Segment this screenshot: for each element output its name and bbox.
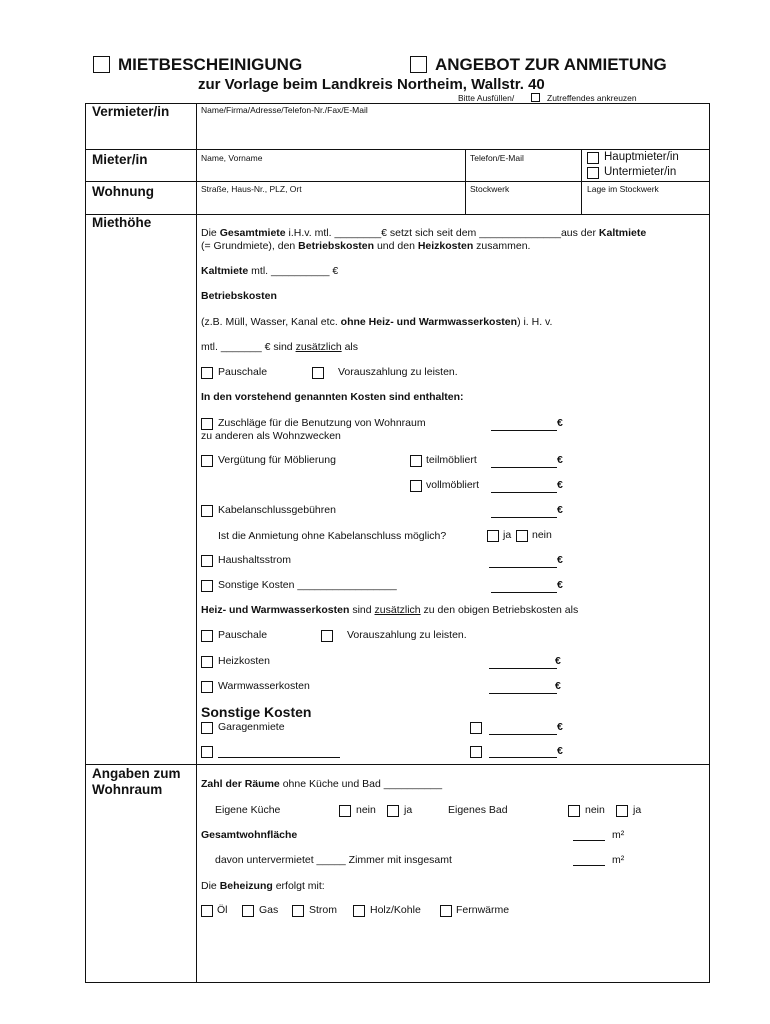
text-bold: Betriebskosten xyxy=(298,240,375,252)
field-mieter-name[interactable]: Name, Vorname xyxy=(201,153,263,163)
checkbox-strom[interactable] xyxy=(292,905,304,917)
checkbox-other-cost[interactable] xyxy=(201,746,213,758)
field-wohnung-position[interactable]: Lage im Stockwerk xyxy=(587,184,659,194)
checkbox-bad-ja[interactable] xyxy=(616,805,628,817)
checkbox-kueche-ja[interactable] xyxy=(387,805,399,817)
checkbox-pauschale-betrieb[interactable] xyxy=(201,367,213,379)
input-other-cost-label[interactable] xyxy=(218,757,340,758)
euro-zuschlaege: € xyxy=(557,417,563,429)
label-wohnraum-1: Angaben zum xyxy=(92,766,181,781)
text[interactable]: i.H.v. mtl. ________€ setzt sich seit dem ______________aus der xyxy=(285,227,599,239)
checkbox-pauschale-heiz[interactable] xyxy=(201,630,213,642)
field-wohnung-street[interactable]: Straße, Haus-Nr., PLZ, Ort xyxy=(201,184,302,194)
checkbox-voraus-heiz[interactable] xyxy=(321,630,333,642)
checkbox-mietbescheinigung[interactable] xyxy=(93,56,110,73)
label-untermieter: Untermieter/in xyxy=(604,166,677,178)
label-wohnraum-2: Wohnraum xyxy=(92,782,163,797)
checkbox-angebot[interactable] xyxy=(410,56,427,73)
text-underline: zusätzlich xyxy=(374,604,421,616)
checkbox-warmwasser[interactable] xyxy=(201,681,213,693)
checkbox-kueche-nein[interactable] xyxy=(339,805,351,817)
input-heizkosten[interactable] xyxy=(489,668,557,669)
sonstige-kosten-title: Sonstige Kosten xyxy=(201,704,312,720)
euro-warmwasser: € xyxy=(555,680,561,692)
field-wohnung-floor[interactable]: Stockwerk xyxy=(470,184,510,194)
label-kabel: Kabelanschlussgebühren xyxy=(218,504,336,516)
label-bad-nein: nein xyxy=(585,804,605,816)
label-pauschale-betrieb: Pauschale xyxy=(218,366,268,378)
label-wohnung: Wohnung xyxy=(92,184,154,199)
checkbox-teilmoebliert[interactable] xyxy=(410,455,422,467)
header xyxy=(0,0,770,105)
euro-kabel: € xyxy=(557,504,563,516)
text: ) i. H. v. xyxy=(517,316,553,328)
checkbox-kabel-nein[interactable] xyxy=(516,530,528,542)
checkbox-untermieter[interactable] xyxy=(587,167,599,179)
label-hauptmieter: Hauptmieter/in xyxy=(604,151,679,163)
label-strom: Strom xyxy=(309,904,338,916)
checkbox-heizkosten[interactable] xyxy=(201,656,213,668)
text: (= Grundmiete), den xyxy=(201,240,299,252)
text-bold: Heizkosten xyxy=(417,240,474,252)
label-moeblierung: Vergütung für Möblierung xyxy=(218,454,336,466)
input-teilmoebliert[interactable] xyxy=(491,467,557,468)
flaeche-line xyxy=(201,829,297,841)
field-vermieter[interactable]: Name/Firma/Adresse/Telefon-Nr./Fax/E-Mail xyxy=(201,105,368,115)
label-zuschlaege-1: Zuschläge für die Benutzung von Wohnraum xyxy=(218,417,426,429)
subtitle: zur Vorlage beim Landkreis Northeim, Wallstr. 40 xyxy=(198,76,545,93)
text: erfolgt mit: xyxy=(272,880,325,892)
label-voraus-betrieb: Vorauszahlung zu leisten. xyxy=(338,366,458,378)
checkbox-other-cost-right[interactable] xyxy=(470,746,482,758)
kaltmiete-line[interactable] xyxy=(201,265,338,277)
field-mieter-phone[interactable]: Telefon/E-Mail xyxy=(470,153,524,163)
checkbox-kabel-ja[interactable] xyxy=(487,530,499,542)
text-bold: In den vorstehend genannten Kosten sind enthalten: xyxy=(201,391,464,403)
input-warmwasser[interactable] xyxy=(489,693,557,694)
label-haushalt: Haushaltsstrom xyxy=(218,554,291,566)
label-oel: Öl xyxy=(217,904,228,916)
label-kabel-question: Ist die Anmietung ohne Kabelanschluss möglich? xyxy=(218,530,447,542)
instruction-prefix: Bitte Ausfüllen/ xyxy=(458,93,515,103)
input-garage[interactable] xyxy=(489,734,557,735)
title-angebot: ANGEBOT ZUR ANMIETUNG xyxy=(435,55,667,74)
text: zu den obigen Betriebskosten als xyxy=(420,604,579,616)
text: Die xyxy=(201,227,220,239)
checkbox-oel[interactable] xyxy=(201,905,213,917)
label-zuschlaege-2: zu anderen als Wohnzwecken xyxy=(201,430,341,442)
label-kueche-nein: nein xyxy=(356,804,376,816)
label-kabel-nein: nein xyxy=(532,529,552,541)
checkbox-moeblierung[interactable] xyxy=(201,455,213,467)
euro-other-cost: € xyxy=(557,745,563,757)
betriebskosten-monthly[interactable] xyxy=(201,341,358,353)
text: Die xyxy=(201,880,220,892)
checkbox-vollmoebliert[interactable] xyxy=(410,480,422,492)
euro-heizkosten: € xyxy=(555,655,561,667)
label-vermieter: Vermieter/in xyxy=(92,104,170,119)
text: als xyxy=(341,341,359,353)
text-bold: Beheizung xyxy=(219,880,273,892)
checkbox-sonstige-betrieb[interactable] xyxy=(201,580,213,592)
checkbox-garage[interactable] xyxy=(201,722,213,734)
input-flaeche[interactable] xyxy=(573,840,605,841)
gesamtmiete-line1 xyxy=(201,227,646,239)
label-garage: Garagenmiete xyxy=(218,721,285,733)
input-other-cost[interactable] xyxy=(489,757,557,758)
label-teilmoebliert: teilmöbliert xyxy=(426,454,477,466)
text-bold: Betriebskosten xyxy=(201,290,277,302)
text-bold: Kaltmiete xyxy=(201,265,249,277)
checkbox-holz[interactable] xyxy=(353,905,365,917)
label-fern: Fernwärme xyxy=(456,904,510,916)
checkbox-fern[interactable] xyxy=(440,905,452,917)
label-bad-ja: ja xyxy=(633,804,642,816)
checkbox-hauptmieter[interactable] xyxy=(587,152,599,164)
input-untervermietet[interactable] xyxy=(573,865,605,866)
label-untervermietet[interactable]: davon untervermietet _____ Zimmer mit insgesamt xyxy=(215,854,452,866)
input-zuschlaege[interactable] xyxy=(491,430,557,431)
text-bold: Gesamtmiete xyxy=(219,227,286,239)
input-haushalt[interactable] xyxy=(489,567,557,568)
label-kabel-ja: ja xyxy=(503,529,512,541)
label-kueche-ja: ja xyxy=(404,804,413,816)
euro-teilmoebliert: € xyxy=(557,454,563,466)
checkbox-bad-nein[interactable] xyxy=(568,805,580,817)
label-bad: Eigenes Bad xyxy=(448,804,508,816)
text-underline: zusätzlich xyxy=(295,341,342,353)
raeume-line[interactable] xyxy=(201,778,442,790)
text-bold: Heiz- und Warmwasserkosten xyxy=(201,604,350,616)
input-sonstige-betrieb[interactable] xyxy=(491,592,557,593)
label-warmwasser: Warmwasserkosten xyxy=(218,680,310,692)
text: und den xyxy=(374,240,418,252)
checkbox-gas[interactable] xyxy=(242,905,254,917)
checkbox-zuschlaege[interactable] xyxy=(201,418,213,430)
label-gas: Gas xyxy=(259,904,279,916)
instruction-suffix: Zutreffendes ankreuzen xyxy=(547,93,637,103)
checkbox-garage-right[interactable] xyxy=(470,722,482,734)
label-pauschale-heiz: Pauschale xyxy=(218,629,268,641)
label-kueche: Eigene Küche xyxy=(215,804,281,816)
text: (z.B. Müll, Wasser, Kanal etc. xyxy=(201,316,341,328)
checkbox-haushalt[interactable] xyxy=(201,555,213,567)
unit-flaeche: m² xyxy=(612,829,625,841)
label-vollmoebliert: vollmöbliert xyxy=(426,479,480,491)
title-mietbescheinigung: MIETBESCHEINIGUNG xyxy=(118,55,303,74)
enthalten-title xyxy=(201,391,464,403)
beheizung-line xyxy=(201,880,325,892)
text-bold: Zahl der Räume xyxy=(201,778,280,790)
label-holz: Holz/Kohle xyxy=(370,904,421,916)
checkbox-kabel[interactable] xyxy=(201,505,213,517)
betriebskosten-example xyxy=(201,316,552,328)
text[interactable]: mtl. _______ € sind xyxy=(201,341,296,353)
instruction-checkbox-icon xyxy=(531,93,540,102)
label-sonstige-betrieb[interactable]: Sonstige Kosten _________________ xyxy=(218,579,397,591)
text[interactable]: ohne Küche und Bad __________ xyxy=(279,778,443,790)
heizkosten-intro xyxy=(201,604,578,616)
text: zusammen. xyxy=(473,240,531,252)
euro-haushalt: € xyxy=(557,554,563,566)
betriebskosten-title xyxy=(201,290,277,302)
euro-sonstige-betrieb: € xyxy=(557,579,563,591)
label-heizkosten: Heizkosten xyxy=(218,655,270,667)
input-vollmoebliert[interactable] xyxy=(491,492,557,493)
text: sind xyxy=(349,604,375,616)
text[interactable]: mtl. __________ € xyxy=(248,265,339,277)
input-kabel[interactable] xyxy=(491,517,557,518)
label-voraus-heiz: Vorauszahlung zu leisten. xyxy=(347,629,467,641)
checkbox-voraus-betrieb[interactable] xyxy=(312,367,324,379)
gesamtmiete-line2 xyxy=(201,240,530,252)
unit-untervermietet: m² xyxy=(612,854,625,866)
text-bold: Gesamtwohnfläche xyxy=(201,829,298,841)
euro-vollmoebliert: € xyxy=(557,479,563,491)
euro-garage: € xyxy=(557,721,563,733)
label-miethoehe: Miethöhe xyxy=(92,215,152,230)
text-bold: ohne Heiz- und Warmwasserkosten xyxy=(340,316,518,328)
text-bold: Kaltmiete xyxy=(598,227,647,239)
label-mieter: Mieter/in xyxy=(92,152,148,167)
